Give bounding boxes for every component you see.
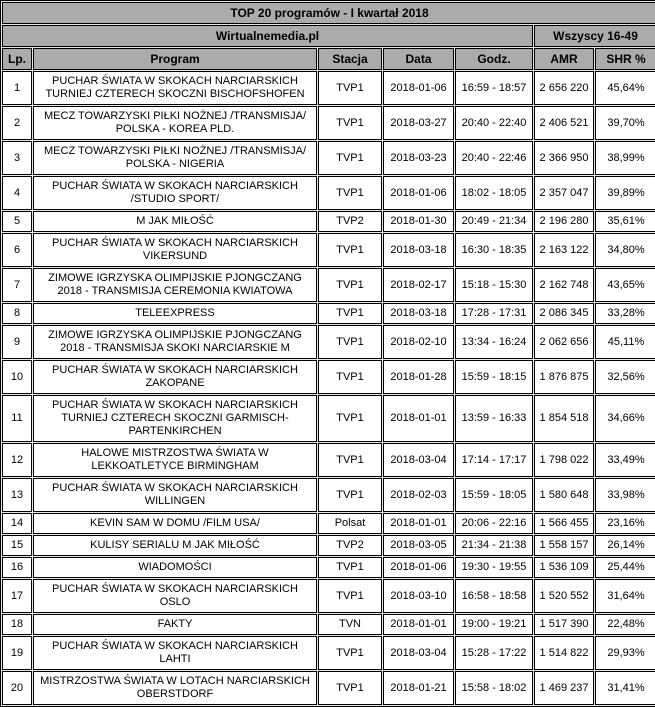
cell-lp: 8 (2, 303, 32, 324)
cell-time: 13:59 - 16:33 (455, 395, 533, 442)
cell-shr: 31,41% (595, 671, 655, 705)
cell-date: 2018-02-10 (383, 325, 454, 359)
table-row (2, 71, 655, 105)
cell-date: 2018-02-17 (383, 268, 454, 302)
table-row (2, 478, 655, 512)
cell-date: 2018-03-04 (383, 636, 454, 670)
cell-date: 2018-03-10 (383, 579, 454, 613)
cell-amr: 2 406 521 (534, 106, 594, 140)
cell-program: ZIMOWE IGRZYSKA OLIMPIJSKIE PJONGCZANG 2018 - TRANSMISJA CEREMONIA KWIATOWA (33, 268, 317, 302)
table-row (2, 325, 655, 359)
table-row (2, 579, 655, 613)
cell-station: TVP1 (318, 636, 382, 670)
cell-lp: 17 (2, 579, 32, 613)
cell-time: 20:06 - 22:16 (455, 513, 533, 534)
cell-shr: 39,89% (595, 176, 655, 210)
cell-program: PUCHAR ŚWIATA W SKOKACH NARCIARSKICH TURNIEJ CZTERECH SKOCZNI BISCHOFSHOFEN (33, 71, 317, 105)
cell-lp: 15 (2, 535, 32, 556)
cell-date: 2018-01-30 (383, 211, 454, 232)
cell-date: 2018-01-01 (383, 513, 454, 534)
table-row (2, 513, 655, 534)
cell-amr: 2 366 950 (534, 141, 594, 175)
cell-time: 20:49 - 21:34 (455, 211, 533, 232)
cell-shr: 34,66% (595, 395, 655, 442)
source-label: Wirtualnemedia.pl (2, 25, 533, 47)
cell-time: 16:58 - 18:58 (455, 579, 533, 613)
cell-shr: 22,48% (595, 614, 655, 635)
cell-date: 2018-01-06 (383, 71, 454, 105)
cell-date: 2018-01-21 (383, 671, 454, 705)
cell-date: 2018-01-01 (383, 614, 454, 635)
cell-time: 21:34 - 21:38 (455, 535, 533, 556)
cell-time: 19:30 - 19:55 (455, 557, 533, 578)
cell-program: ZIMOWE IGRZYSKA OLIMPIJSKIE PJONGCZANG 2018 - TRANSMISJA SKOKI NARCIARSKIE M (33, 325, 317, 359)
cell-amr: 2 196 280 (534, 211, 594, 232)
cell-station: TVP1 (318, 71, 382, 105)
cell-date: 2018-01-01 (383, 395, 454, 442)
cell-time: 15:59 - 18:15 (455, 360, 533, 394)
cell-date: 2018-01-06 (383, 557, 454, 578)
cell-shr: 45,64% (595, 71, 655, 105)
table-row (2, 557, 655, 578)
cell-station: TVP1 (318, 141, 382, 175)
column-header-lp: Lp. (2, 48, 32, 70)
column-header-date: Data (383, 48, 454, 70)
table-row (2, 233, 655, 267)
column-header-station: Stacja (318, 48, 382, 70)
cell-shr: 23,16% (595, 513, 655, 534)
cell-time: 13:34 - 16:24 (455, 325, 533, 359)
cell-shr: 43,65% (595, 268, 655, 302)
cell-station: TVP1 (318, 233, 382, 267)
cell-lp: 4 (2, 176, 32, 210)
column-header-program: Program (33, 48, 317, 70)
cell-amr: 2 357 047 (534, 176, 594, 210)
cell-program: PUCHAR ŚWIATA W SKOKACH NARCIARSKICH /STUDIO SPORT/ (33, 176, 317, 210)
cell-station: TVP1 (318, 557, 382, 578)
cell-lp: 20 (2, 671, 32, 705)
cell-program: PUCHAR ŚWIATA W SKOKACH NARCIARSKICH LAHTI (33, 636, 317, 670)
cell-program: PUCHAR ŚWIATA W SKOKACH NARCIARSKICH OSLO (33, 579, 317, 613)
cell-station: TVP1 (318, 106, 382, 140)
cell-amr: 1 469 237 (534, 671, 594, 705)
cell-amr: 2 163 122 (534, 233, 594, 267)
cell-shr: 33,98% (595, 478, 655, 512)
column-header-shr: SHR % (595, 48, 655, 70)
cell-program: PUCHAR ŚWIATA W SKOKACH NARCIARSKICH WILLINGEN (33, 478, 317, 512)
cell-shr: 45,11% (595, 325, 655, 359)
table-body (2, 71, 655, 705)
cell-station: Polsat (318, 513, 382, 534)
cell-program: HALOWE MISTRZOSTWA ŚWIATA W LEKKOATLETYCE BIRMINGHAM (33, 443, 317, 477)
cell-station: TVP1 (318, 395, 382, 442)
cell-program: KULISY SERIALU M JAK MIŁOŚĆ (33, 535, 317, 556)
cell-station: TVP1 (318, 176, 382, 210)
cell-station: TVP2 (318, 535, 382, 556)
cell-amr: 1 536 109 (534, 557, 594, 578)
cell-program: M JAK MIŁOŚĆ (33, 211, 317, 232)
cell-amr: 1 514 822 (534, 636, 594, 670)
cell-lp: 18 (2, 614, 32, 635)
cell-shr: 25,44% (595, 557, 655, 578)
cell-amr: 1 558 157 (534, 535, 594, 556)
cell-date: 2018-03-18 (383, 233, 454, 267)
cell-date: 2018-03-23 (383, 141, 454, 175)
cell-lp: 12 (2, 443, 32, 477)
cell-program: PUCHAR ŚWIATA W SKOKACH NARCIARSKICH TURNIEJ CZTERECH SKOCZNI GARMISCH-PARTENKIRCHEN (33, 395, 317, 442)
cell-time: 20:40 - 22:46 (455, 141, 533, 175)
cell-time: 18:02 - 18:05 (455, 176, 533, 210)
cell-amr: 2 086 345 (534, 303, 594, 324)
cell-shr: 38,99% (595, 141, 655, 175)
cell-date: 2018-03-04 (383, 443, 454, 477)
cell-time: 20:40 - 22:40 (455, 106, 533, 140)
cell-date: 2018-03-05 (383, 535, 454, 556)
cell-program: PUCHAR ŚWIATA W SKOKACH NARCIARSKICH VIKERSUND (33, 233, 317, 267)
cell-lp: 14 (2, 513, 32, 534)
cell-amr: 2 062 656 (534, 325, 594, 359)
table-row (2, 176, 655, 210)
table-row (2, 443, 655, 477)
cell-amr: 1 520 552 (534, 579, 594, 613)
audience-group-label: Wszyscy 16-49 (534, 25, 655, 47)
cell-date: 2018-03-27 (383, 106, 454, 140)
cell-station: TVP1 (318, 478, 382, 512)
source-row (2, 25, 655, 47)
cell-time: 15:28 - 17:22 (455, 636, 533, 670)
cell-amr: 1 798 022 (534, 443, 594, 477)
cell-program: TELEEXPRESS (33, 303, 317, 324)
cell-time: 15:58 - 18:02 (455, 671, 533, 705)
table-title: TOP 20 programów - I kwartał 2018 (2, 2, 655, 24)
cell-program: KEVIN SAM W DOMU /FILM USA/ (33, 513, 317, 534)
cell-program: WIADOMOŚCI (33, 557, 317, 578)
cell-program: MECZ TOWARZYSKI PIŁKI NOŻNEJ /TRANSMISJA/ POLSKA - KOREA PLD. (33, 106, 317, 140)
cell-amr: 1 517 390 (534, 614, 594, 635)
cell-station: TVN (318, 614, 382, 635)
cell-station: TVP1 (318, 443, 382, 477)
cell-lp: 19 (2, 636, 32, 670)
table-row (2, 395, 655, 442)
cell-amr: 1 580 648 (534, 478, 594, 512)
cell-date: 2018-01-06 (383, 176, 454, 210)
table-row (2, 360, 655, 394)
table-row (2, 211, 655, 232)
table-row (2, 614, 655, 635)
cell-lp: 16 (2, 557, 32, 578)
cell-shr: 32,56% (595, 360, 655, 394)
column-header-amr: AMR (534, 48, 594, 70)
cell-shr: 31,64% (595, 579, 655, 613)
cell-station: TVP2 (318, 211, 382, 232)
cell-lp: 13 (2, 478, 32, 512)
table-row (2, 303, 655, 324)
cell-shr: 33,28% (595, 303, 655, 324)
cell-shr: 39,70% (595, 106, 655, 140)
cell-lp: 1 (2, 71, 32, 105)
cell-time: 16:59 - 18:57 (455, 71, 533, 105)
column-header-time: Godz. (455, 48, 533, 70)
table-row (2, 671, 655, 705)
cell-station: TVP1 (318, 360, 382, 394)
cell-shr: 33,49% (595, 443, 655, 477)
cell-lp: 2 (2, 106, 32, 140)
cell-amr: 1 854 518 (534, 395, 594, 442)
cell-lp: 3 (2, 141, 32, 175)
cell-program: MISTRZOSTWA ŚWIATA W LOTACH NARCIARSKICH OBERSTDORF (33, 671, 317, 705)
cell-lp: 11 (2, 395, 32, 442)
title-row (2, 2, 655, 24)
cell-station: TVP1 (318, 579, 382, 613)
cell-lp: 5 (2, 211, 32, 232)
cell-shr: 35,61% (595, 211, 655, 232)
cell-lp: 6 (2, 233, 32, 267)
table-row (2, 636, 655, 670)
cell-time: 15:18 - 15:30 (455, 268, 533, 302)
table-row (2, 141, 655, 175)
cell-amr: 1 566 455 (534, 513, 594, 534)
cell-program: MECZ TOWARZYSKI PIŁKI NOŻNEJ /TRANSMISJA/ POLSKA - NIGERIA (33, 141, 317, 175)
cell-amr: 1 876 875 (534, 360, 594, 394)
cell-amr: 2 162 748 (534, 268, 594, 302)
cell-program: PUCHAR ŚWIATA W SKOKACH NARCIARSKICH ZAKOPANE (33, 360, 317, 394)
table-row (2, 268, 655, 302)
cell-station: TVP1 (318, 303, 382, 324)
cell-lp: 10 (2, 360, 32, 394)
cell-shr: 34,80% (595, 233, 655, 267)
cell-time: 17:28 - 17:31 (455, 303, 533, 324)
cell-time: 17:14 - 17:17 (455, 443, 533, 477)
column-header-row (2, 48, 655, 70)
cell-time: 15:59 - 18:05 (455, 478, 533, 512)
cell-shr: 29,93% (595, 636, 655, 670)
cell-station: TVP1 (318, 325, 382, 359)
cell-lp: 7 (2, 268, 32, 302)
cell-time: 19:00 - 19:21 (455, 614, 533, 635)
cell-lp: 9 (2, 325, 32, 359)
cell-time: 16:30 - 18:35 (455, 233, 533, 267)
cell-amr: 2 656 220 (534, 71, 594, 105)
cell-date: 2018-02-03 (383, 478, 454, 512)
table-row (2, 535, 655, 556)
cell-program: FAKTY (33, 614, 317, 635)
cell-date: 2018-03-18 (383, 303, 454, 324)
cell-station: TVP1 (318, 268, 382, 302)
cell-shr: 26,14% (595, 535, 655, 556)
table-row (2, 106, 655, 140)
cell-date: 2018-01-28 (383, 360, 454, 394)
cell-station: TVP1 (318, 671, 382, 705)
